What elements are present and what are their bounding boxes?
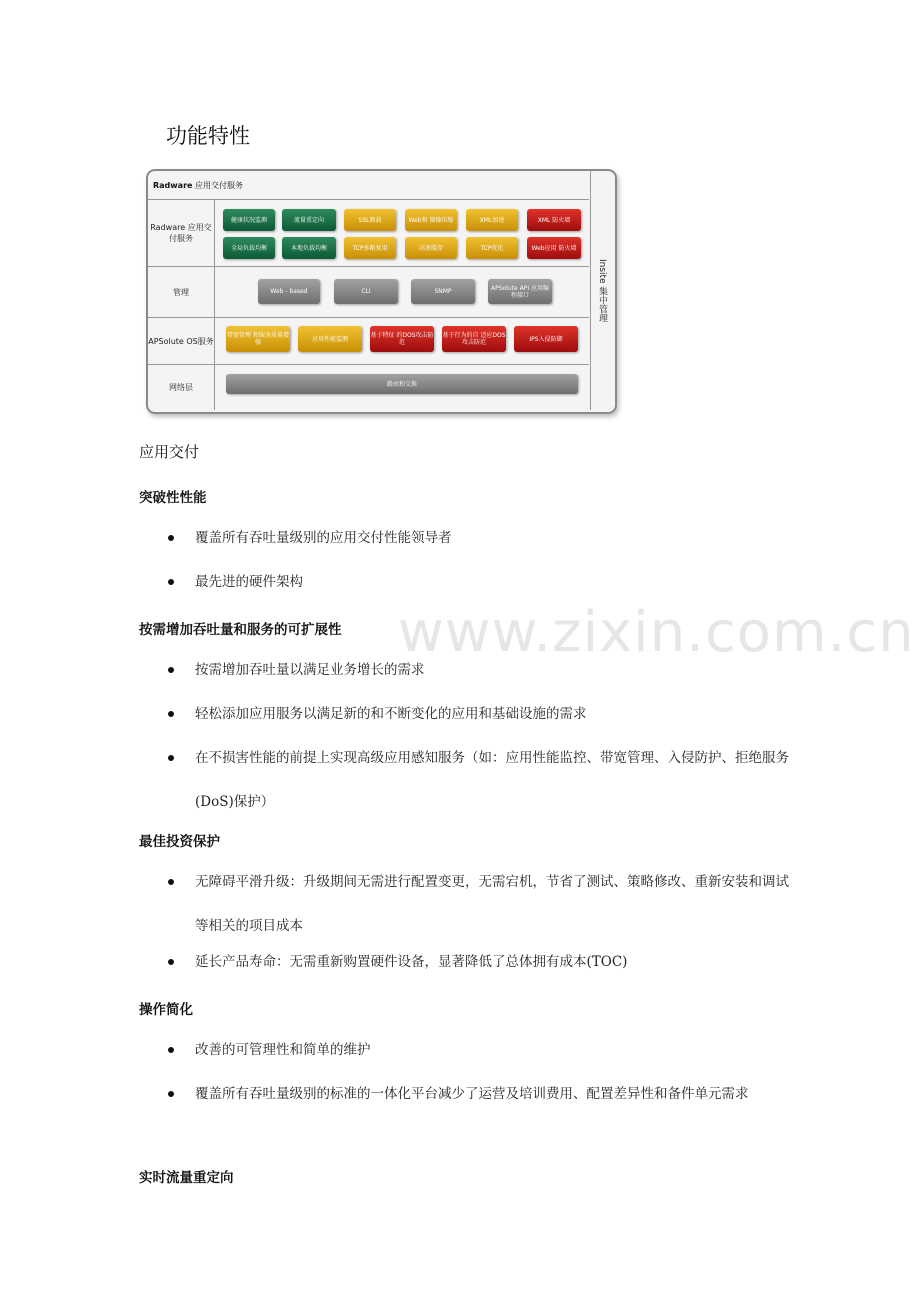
- list-item: 覆盖所有吞吐量级别的应用交付性能领导者: [195, 516, 795, 560]
- bullet-icon: [168, 1047, 174, 1053]
- diagram-button: XML 防火墙: [527, 209, 581, 231]
- list-item: 在不损害性能的前提上实现高级应用感知服务（如：应用性能监控、带宽管理、入侵防护、拒绝服务(DoS)保护）: [195, 736, 795, 824]
- diagram-button: 基于行为的自 适应DOS攻击防范: [442, 326, 506, 352]
- diagram-button: 全局负载均衡: [223, 237, 275, 259]
- list-item: 轻松添加应用服务以满足新的和不断变化的应用和基础设施的需求: [195, 692, 795, 736]
- row-label: 网络层: [148, 365, 215, 410]
- diagram-button: SSL卸载: [344, 209, 396, 231]
- diagram-button: Web应用 防火墙: [527, 237, 581, 259]
- diagram-button: XML加速: [466, 209, 518, 231]
- row-label: 管理: [148, 267, 215, 317]
- diagram-row-management: [148, 267, 589, 318]
- bullet-icon: [168, 667, 174, 673]
- diagram-button: IPS入侵防御: [514, 326, 578, 352]
- list-item: 延长产品寿命：无需重新购置硬件设备，显著降低了总体拥有成本(TOC): [195, 940, 795, 984]
- group-title: 按需增加吞吐量和服务的可扩展性: [139, 622, 342, 638]
- diagram-button: Web - based: [258, 279, 320, 304]
- diagram-button: 高速缓存: [405, 237, 457, 259]
- diagram-button: Web和 图像压缩: [405, 209, 457, 231]
- diagram-button: 本地负载均衡: [282, 237, 336, 259]
- list-item: 最先进的硬件架构: [195, 560, 795, 604]
- diagram-button: CLI: [334, 279, 398, 304]
- diagram-button: 健康状况监测: [223, 209, 275, 231]
- bullet-icon: [168, 579, 174, 585]
- diagram-button: 流量重定向: [282, 209, 336, 231]
- list-item: 按需增加吞吐量以满足业务增长的需求: [195, 648, 795, 692]
- section-title: 应用交付: [139, 443, 200, 461]
- bullet-icon: [168, 879, 174, 885]
- diagram-button: 应用性能监测: [298, 326, 362, 352]
- row-label: Radware 应用交付服务: [148, 200, 215, 266]
- group-title: 操作简化: [139, 1002, 193, 1018]
- diagram-button: TCP优化: [466, 237, 518, 259]
- bullet-icon: [168, 535, 174, 541]
- diagram-brand: Radware: [153, 181, 193, 190]
- group-title: 突破性性能: [139, 490, 207, 506]
- group-title: 最佳投资保护: [139, 834, 220, 850]
- list-item: 覆盖所有吞吐量级别的标准的一体化平台减少了运营及培训费用、配置差异性和备件单元需求: [195, 1072, 795, 1116]
- diagram-button: 路由和交换: [226, 374, 578, 394]
- diagram-row-services: [148, 200, 589, 267]
- bullet-icon: [168, 755, 174, 761]
- diagram-side-panel: [590, 171, 615, 410]
- bullet-icon: [168, 1091, 174, 1097]
- diagram-button: 带宽管理 和服务质量增强: [226, 326, 290, 352]
- row-label: APSolute OS服务: [148, 318, 215, 364]
- watermark: www.zixin.com.cn: [398, 600, 915, 665]
- diagram-button: 基于特征 的DOS攻击防范: [370, 326, 434, 352]
- diagram-button: APSolute API 应用编程接口: [488, 279, 552, 304]
- diagram-button: TCP多路复用: [344, 237, 396, 259]
- diagram-button: SNMP: [411, 279, 475, 304]
- group-title: 实时流量重定向: [139, 1170, 234, 1186]
- diagram-row-os-services: [148, 318, 589, 365]
- page-title: 功能特性: [166, 124, 250, 148]
- diagram-header: [148, 171, 589, 200]
- list-item: 无障碍平滑升级：升级期间无需进行配置变更，无需宕机，节省了测试、策略修改、重新安装和调试等相关的项目成本: [195, 860, 795, 948]
- diagram-title: 应用交付服务: [195, 181, 243, 190]
- bullet-icon: [168, 711, 174, 717]
- list-item: 改善的可管理性和简单的维护: [195, 1028, 795, 1072]
- bullet-icon: [168, 959, 174, 965]
- architecture-diagram: [146, 169, 617, 414]
- diagram-row-network: [148, 365, 589, 410]
- diagram-side-label: Insite 集中管理: [597, 259, 607, 323]
